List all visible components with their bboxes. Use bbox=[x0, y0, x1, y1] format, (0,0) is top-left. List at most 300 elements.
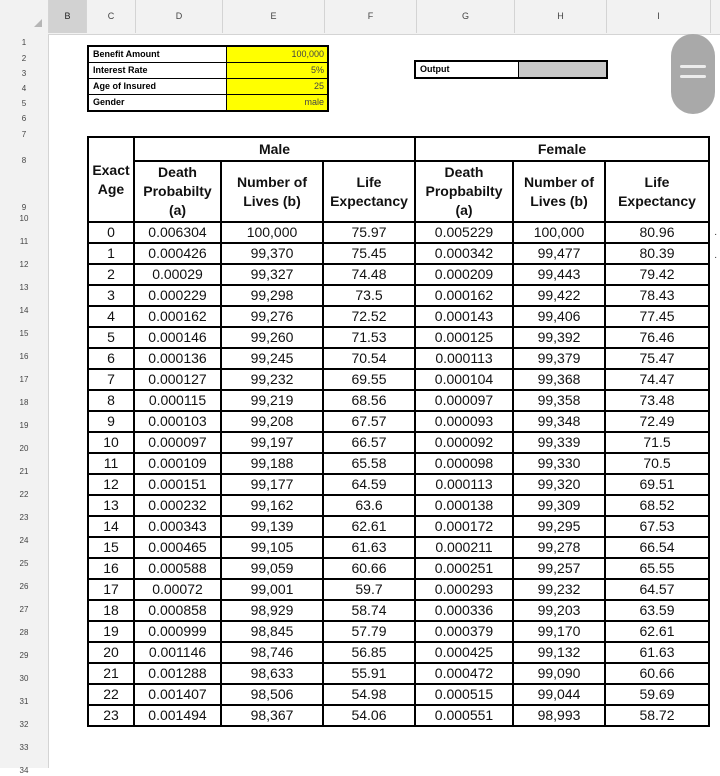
female-life-expectancy-cell[interactable]: 58.72 bbox=[605, 705, 709, 726]
female-number-of-lives-cell[interactable]: 99,044 bbox=[513, 684, 605, 705]
output-block bbox=[414, 60, 608, 79]
row-header[interactable] bbox=[0, 385, 48, 408]
female-life-expectancy-cell[interactable]: 64.57 bbox=[605, 579, 709, 600]
column-header-bar bbox=[0, 0, 720, 35]
overflow-marker: · bbox=[714, 252, 718, 263]
male-death-probability-header: Death Probabilty (a) bbox=[134, 161, 221, 222]
male-death-probability-cell[interactable]: 0.000465 bbox=[134, 537, 221, 558]
female-number-of-lives-cell[interactable]: 99,257 bbox=[513, 558, 605, 579]
row-header[interactable] bbox=[0, 140, 48, 166]
age-cell[interactable]: 23 bbox=[88, 705, 134, 726]
male-death-probability-cell[interactable]: 0.000999 bbox=[134, 621, 221, 642]
age-cell[interactable]: 10 bbox=[88, 432, 134, 453]
row-number: 29 bbox=[19, 651, 29, 660]
column-header-i[interactable]: I bbox=[607, 0, 711, 33]
female-death-probability-cell[interactable]: 0.000138 bbox=[415, 495, 513, 516]
female-death-probability-cell[interactable]: 0.005229 bbox=[415, 222, 513, 243]
male-number-of-lives-cell[interactable]: 100,000 bbox=[221, 222, 323, 243]
female-number-of-lives-cell[interactable]: 99,309 bbox=[513, 495, 605, 516]
female-number-of-lives-cell[interactable]: 99,090 bbox=[513, 663, 605, 684]
row-number: 28 bbox=[19, 628, 29, 637]
male-death-probability-cell[interactable]: 0.00029 bbox=[134, 264, 221, 285]
table-row bbox=[88, 663, 709, 684]
row-number: 31 bbox=[19, 697, 29, 706]
male-life-expectancy-cell[interactable]: 75.45 bbox=[323, 243, 415, 264]
row-number: 7 bbox=[21, 130, 27, 139]
male-number-of-lives-cell[interactable]: 99,162 bbox=[221, 495, 323, 516]
mortality-table bbox=[87, 136, 710, 727]
female-number-of-lives-cell[interactable]: 98,993 bbox=[513, 705, 605, 726]
row-header[interactable] bbox=[0, 166, 48, 213]
male-life-expectancy-cell[interactable]: 70.54 bbox=[323, 348, 415, 369]
male-death-probability-cell[interactable]: 0.000162 bbox=[134, 306, 221, 327]
row-header[interactable] bbox=[0, 638, 48, 661]
female-number-of-lives-cell[interactable]: 99,203 bbox=[513, 600, 605, 621]
row-number: 14 bbox=[19, 306, 29, 315]
female-death-probability-cell[interactable]: 0.000092 bbox=[415, 432, 513, 453]
male-life-expectancy-cell[interactable]: 69.55 bbox=[323, 369, 415, 390]
male-number-of-lives-cell[interactable]: 98,633 bbox=[221, 663, 323, 684]
female-life-expectancy-header: Life Expectancy bbox=[605, 161, 709, 222]
female-death-probability-cell[interactable]: 0.000113 bbox=[415, 348, 513, 369]
male-number-of-lives-cell[interactable]: 99,232 bbox=[221, 369, 323, 390]
row-header[interactable] bbox=[0, 224, 48, 247]
male-life-expectancy-cell[interactable]: 55.91 bbox=[323, 663, 415, 684]
female-life-expectancy-cell[interactable]: 68.52 bbox=[605, 495, 709, 516]
benefit-amount-label: Benefit Amount bbox=[89, 47, 227, 62]
table-row bbox=[88, 621, 709, 642]
female-life-expectancy-cell[interactable]: 70.5 bbox=[605, 453, 709, 474]
male-life-expectancy-cell[interactable]: 58.74 bbox=[323, 600, 415, 621]
male-death-probability-cell[interactable]: 0.000858 bbox=[134, 600, 221, 621]
row-number: 3 bbox=[21, 69, 27, 78]
female-death-probability-header: Death Propbabilty (a) bbox=[415, 161, 513, 222]
male-number-of-lives-cell[interactable]: 99,276 bbox=[221, 306, 323, 327]
female-death-probability-cell[interactable]: 0.000379 bbox=[415, 621, 513, 642]
male-life-expectancy-cell[interactable]: 68.56 bbox=[323, 390, 415, 411]
female-death-probability-cell[interactable]: 0.000098 bbox=[415, 453, 513, 474]
female-death-probability-cell[interactable]: 0.000172 bbox=[415, 516, 513, 537]
row-header[interactable] bbox=[0, 94, 48, 109]
female-number-of-lives-cell[interactable]: 99,443 bbox=[513, 264, 605, 285]
male-number-of-lives-cell[interactable]: 98,746 bbox=[221, 642, 323, 663]
table-row bbox=[88, 453, 709, 474]
output-label: Output bbox=[416, 62, 519, 77]
row-number: 10 bbox=[19, 214, 29, 223]
row-header[interactable] bbox=[0, 293, 48, 316]
select-all-corner[interactable] bbox=[0, 0, 49, 33]
male-number-of-lives-cell[interactable]: 98,845 bbox=[221, 621, 323, 642]
female-life-expectancy-cell[interactable]: 67.53 bbox=[605, 516, 709, 537]
male-life-expectancy-cell[interactable]: 61.63 bbox=[323, 537, 415, 558]
male-death-probability-cell[interactable]: 0.000232 bbox=[134, 495, 221, 516]
female-death-probability-cell[interactable]: 0.000211 bbox=[415, 537, 513, 558]
age-cell[interactable]: 0 bbox=[88, 222, 134, 243]
age-cell[interactable]: 16 bbox=[88, 558, 134, 579]
row-header[interactable] bbox=[0, 661, 48, 684]
female-number-of-lives-cell[interactable]: 99,278 bbox=[513, 537, 605, 558]
male-number-of-lives-cell[interactable]: 99,260 bbox=[221, 327, 323, 348]
male-life-expectancy-cell[interactable]: 54.98 bbox=[323, 684, 415, 705]
female-death-probability-cell[interactable]: 0.000251 bbox=[415, 558, 513, 579]
row-number: 2 bbox=[21, 54, 27, 63]
row-number: 4 bbox=[21, 84, 27, 93]
row-number: 19 bbox=[19, 421, 29, 430]
age-cell[interactable]: 15 bbox=[88, 537, 134, 558]
male-death-probability-cell[interactable]: 0.000136 bbox=[134, 348, 221, 369]
male-life-expectancy-cell[interactable]: 54.06 bbox=[323, 705, 415, 726]
female-life-expectancy-cell[interactable]: 69.51 bbox=[605, 474, 709, 495]
male-number-of-lives-cell[interactable]: 99,188 bbox=[221, 453, 323, 474]
row-header[interactable] bbox=[0, 316, 48, 339]
male-death-probability-cell[interactable]: 0.000229 bbox=[134, 285, 221, 306]
table-row bbox=[88, 432, 709, 453]
male-group-header: Male bbox=[134, 137, 415, 161]
row-header[interactable] bbox=[0, 592, 48, 615]
male-number-of-lives-header: Number of Lives (b) bbox=[221, 161, 323, 222]
age-cell[interactable]: 20 bbox=[88, 642, 134, 663]
age-cell[interactable]: 21 bbox=[88, 663, 134, 684]
female-death-probability-cell[interactable]: 0.000515 bbox=[415, 684, 513, 705]
female-death-probability-cell[interactable]: 0.000093 bbox=[415, 411, 513, 432]
age-cell[interactable]: 14 bbox=[88, 516, 134, 537]
male-life-expectancy-cell[interactable]: 63.6 bbox=[323, 495, 415, 516]
row-header[interactable] bbox=[0, 454, 48, 477]
row-header-bar bbox=[0, 34, 49, 775]
row-header[interactable] bbox=[0, 730, 48, 753]
table-row bbox=[88, 600, 709, 621]
female-number-of-lives-cell[interactable]: 99,320 bbox=[513, 474, 605, 495]
select-all-triangle-icon bbox=[34, 19, 42, 27]
row-header[interactable] bbox=[0, 477, 48, 500]
table-row bbox=[88, 222, 709, 243]
male-death-probability-cell[interactable]: 0.001146 bbox=[134, 642, 221, 663]
interest-rate-input[interactable]: 5% bbox=[227, 63, 327, 78]
male-number-of-lives-cell[interactable]: 99,245 bbox=[221, 348, 323, 369]
male-number-of-lives-cell[interactable]: 98,367 bbox=[221, 705, 323, 726]
row-header[interactable] bbox=[0, 109, 48, 124]
age-cell[interactable]: 13 bbox=[88, 495, 134, 516]
overflow-marker: · bbox=[714, 229, 718, 240]
handle-grip-line-icon bbox=[680, 65, 706, 68]
row-number: 27 bbox=[19, 605, 29, 614]
female-number-of-lives-cell[interactable]: 99,406 bbox=[513, 306, 605, 327]
female-life-expectancy-cell[interactable]: 80.39 bbox=[605, 243, 709, 264]
male-number-of-lives-cell[interactable]: 99,139 bbox=[221, 516, 323, 537]
male-death-probability-cell[interactable]: 0.000097 bbox=[134, 432, 221, 453]
row-number: 21 bbox=[19, 467, 29, 476]
row-header[interactable] bbox=[0, 213, 48, 224]
male-number-of-lives-cell[interactable]: 99,298 bbox=[221, 285, 323, 306]
male-number-of-lives-cell[interactable]: 98,929 bbox=[221, 600, 323, 621]
age-of-insured-row bbox=[89, 79, 327, 95]
output-value-cell[interactable] bbox=[519, 62, 606, 77]
male-number-of-lives-cell[interactable]: 99,219 bbox=[221, 390, 323, 411]
female-death-probability-cell[interactable]: 0.000293 bbox=[415, 579, 513, 600]
female-death-probability-cell[interactable]: 0.000104 bbox=[415, 369, 513, 390]
female-number-of-lives-cell[interactable]: 99,132 bbox=[513, 642, 605, 663]
male-life-expectancy-cell[interactable]: 73.5 bbox=[323, 285, 415, 306]
row-number: 24 bbox=[19, 536, 29, 545]
benefit-amount-input[interactable]: 100,000 bbox=[227, 47, 327, 62]
table-row bbox=[88, 495, 709, 516]
male-life-expectancy-cell[interactable]: 67.57 bbox=[323, 411, 415, 432]
male-life-expectancy-cell[interactable]: 74.48 bbox=[323, 264, 415, 285]
row-number: 8 bbox=[21, 156, 27, 165]
row-header[interactable] bbox=[0, 431, 48, 454]
age-of-insured-input[interactable]: 25 bbox=[227, 79, 327, 94]
row-header[interactable] bbox=[0, 34, 48, 48]
male-number-of-lives-cell[interactable]: 99,105 bbox=[221, 537, 323, 558]
female-number-of-lives-cell[interactable]: 99,330 bbox=[513, 453, 605, 474]
female-life-expectancy-cell[interactable]: 62.61 bbox=[605, 621, 709, 642]
age-cell[interactable]: 3 bbox=[88, 285, 134, 306]
male-death-probability-cell[interactable]: 0.000151 bbox=[134, 474, 221, 495]
female-life-expectancy-cell[interactable]: 79.42 bbox=[605, 264, 709, 285]
table-row bbox=[88, 306, 709, 327]
row-number: 30 bbox=[19, 674, 29, 683]
floating-scroll-handle[interactable] bbox=[671, 34, 715, 114]
male-death-probability-cell[interactable]: 0.000115 bbox=[134, 390, 221, 411]
age-cell[interactable]: 12 bbox=[88, 474, 134, 495]
row-number: 11 bbox=[19, 237, 29, 246]
female-life-expectancy-cell[interactable]: 75.47 bbox=[605, 348, 709, 369]
age-cell[interactable]: 22 bbox=[88, 684, 134, 705]
gender-row bbox=[89, 95, 327, 110]
table-row bbox=[88, 243, 709, 264]
gender-input[interactable]: male bbox=[227, 95, 327, 110]
row-number: 33 bbox=[19, 743, 29, 752]
age-cell[interactable]: 8 bbox=[88, 390, 134, 411]
row-header[interactable] bbox=[0, 500, 48, 523]
female-life-expectancy-cell[interactable]: 77.45 bbox=[605, 306, 709, 327]
age-cell[interactable]: 7 bbox=[88, 369, 134, 390]
table-row bbox=[88, 348, 709, 369]
age-cell[interactable]: 19 bbox=[88, 621, 134, 642]
table-row bbox=[88, 558, 709, 579]
female-number-of-lives-cell[interactable]: 99,339 bbox=[513, 432, 605, 453]
male-number-of-lives-cell[interactable]: 99,001 bbox=[221, 579, 323, 600]
female-life-expectancy-cell[interactable]: 78.43 bbox=[605, 285, 709, 306]
female-death-probability-cell[interactable]: 0.000472 bbox=[415, 663, 513, 684]
female-life-expectancy-cell[interactable]: 71.5 bbox=[605, 432, 709, 453]
male-death-probability-cell[interactable]: 0.001407 bbox=[134, 684, 221, 705]
female-life-expectancy-cell[interactable]: 80.96 bbox=[605, 222, 709, 243]
female-number-of-lives-cell[interactable]: 99,379 bbox=[513, 348, 605, 369]
row-header[interactable] bbox=[0, 270, 48, 293]
age-cell[interactable]: 1 bbox=[88, 243, 134, 264]
column-header-e[interactable]: E bbox=[223, 0, 325, 33]
column-header-d[interactable]: D bbox=[136, 0, 223, 33]
female-death-probability-cell[interactable]: 0.000336 bbox=[415, 600, 513, 621]
age-cell[interactable]: 18 bbox=[88, 600, 134, 621]
column-header-b[interactable]: B bbox=[49, 0, 87, 33]
gender-label: Gender bbox=[89, 95, 227, 110]
handle-grip-line-icon bbox=[680, 75, 706, 78]
male-death-probability-cell[interactable]: 0.006304 bbox=[134, 222, 221, 243]
row-number: 16 bbox=[19, 352, 29, 361]
male-life-expectancy-cell[interactable]: 72.52 bbox=[323, 306, 415, 327]
female-life-expectancy-cell[interactable]: 76.46 bbox=[605, 327, 709, 348]
table-row bbox=[88, 411, 709, 432]
male-number-of-lives-cell[interactable]: 99,059 bbox=[221, 558, 323, 579]
female-life-expectancy-cell[interactable]: 65.55 bbox=[605, 558, 709, 579]
male-number-of-lives-cell[interactable]: 98,506 bbox=[221, 684, 323, 705]
row-number: 34 bbox=[19, 766, 29, 775]
male-death-probability-cell[interactable]: 0.000343 bbox=[134, 516, 221, 537]
row-number: 26 bbox=[19, 582, 29, 591]
row-number: 22 bbox=[19, 490, 29, 499]
column-header-c[interactable]: C bbox=[87, 0, 136, 33]
age-of-insured-label: Age of Insured bbox=[89, 79, 227, 94]
row-header[interactable] bbox=[0, 79, 48, 94]
male-death-probability-cell[interactable]: 0.000109 bbox=[134, 453, 221, 474]
row-header[interactable] bbox=[0, 684, 48, 707]
row-header[interactable] bbox=[0, 408, 48, 431]
female-number-of-lives-cell[interactable]: 99,295 bbox=[513, 516, 605, 537]
row-number: 12 bbox=[19, 260, 29, 269]
row-header[interactable] bbox=[0, 362, 48, 385]
male-death-probability-cell[interactable]: 0.000426 bbox=[134, 243, 221, 264]
row-number: 23 bbox=[19, 513, 29, 522]
male-life-expectancy-cell[interactable]: 56.85 bbox=[323, 642, 415, 663]
female-life-expectancy-cell[interactable]: 66.54 bbox=[605, 537, 709, 558]
row-header[interactable] bbox=[0, 124, 48, 140]
female-life-expectancy-cell[interactable]: 61.63 bbox=[605, 642, 709, 663]
female-number-of-lives-cell[interactable]: 99,392 bbox=[513, 327, 605, 348]
age-cell[interactable]: 9 bbox=[88, 411, 134, 432]
row-number: 13 bbox=[19, 283, 29, 292]
male-life-expectancy-cell[interactable]: 59.7 bbox=[323, 579, 415, 600]
row-header[interactable] bbox=[0, 64, 48, 79]
age-cell[interactable]: 17 bbox=[88, 579, 134, 600]
female-number-of-lives-cell[interactable]: 100,000 bbox=[513, 222, 605, 243]
male-life-expectancy-cell[interactable]: 57.79 bbox=[323, 621, 415, 642]
female-number-of-lives-cell[interactable]: 99,477 bbox=[513, 243, 605, 264]
row-header[interactable] bbox=[0, 569, 48, 592]
row-header[interactable] bbox=[0, 707, 48, 730]
female-death-probability-cell[interactable]: 0.000209 bbox=[415, 264, 513, 285]
table-row bbox=[88, 264, 709, 285]
female-death-probability-cell[interactable]: 0.000162 bbox=[415, 285, 513, 306]
table-row bbox=[88, 642, 709, 663]
row-number: 1 bbox=[21, 38, 27, 47]
female-death-probability-cell[interactable]: 0.000425 bbox=[415, 642, 513, 663]
table-row bbox=[88, 579, 709, 600]
male-number-of-lives-cell[interactable]: 99,208 bbox=[221, 411, 323, 432]
row-header[interactable] bbox=[0, 753, 48, 776]
row-number: 18 bbox=[19, 398, 29, 407]
male-number-of-lives-cell[interactable]: 99,177 bbox=[221, 474, 323, 495]
male-life-expectancy-cell[interactable]: 60.66 bbox=[323, 558, 415, 579]
table-row bbox=[88, 474, 709, 495]
female-number-of-lives-cell[interactable]: 99,422 bbox=[513, 285, 605, 306]
row-header[interactable] bbox=[0, 339, 48, 362]
male-number-of-lives-cell[interactable]: 99,197 bbox=[221, 432, 323, 453]
table-row bbox=[88, 285, 709, 306]
interest-rate-label: Interest Rate bbox=[89, 63, 227, 78]
male-number-of-lives-cell[interactable]: 99,327 bbox=[221, 264, 323, 285]
female-death-probability-cell[interactable]: 0.000125 bbox=[415, 327, 513, 348]
female-death-probability-cell[interactable]: 0.000097 bbox=[415, 390, 513, 411]
male-death-probability-cell[interactable]: 0.000127 bbox=[134, 369, 221, 390]
column-header-g[interactable]: G bbox=[417, 0, 515, 33]
male-life-expectancy-cell[interactable]: 75.97 bbox=[323, 222, 415, 243]
female-death-probability-cell[interactable]: 0.000342 bbox=[415, 243, 513, 264]
male-life-expectancy-cell[interactable]: 62.61 bbox=[323, 516, 415, 537]
row-header[interactable] bbox=[0, 247, 48, 270]
male-life-expectancy-cell[interactable]: 65.58 bbox=[323, 453, 415, 474]
female-life-expectancy-cell[interactable]: 73.48 bbox=[605, 390, 709, 411]
female-life-expectancy-cell[interactable]: 60.66 bbox=[605, 663, 709, 684]
female-number-of-lives-cell[interactable]: 99,368 bbox=[513, 369, 605, 390]
row-number: 17 bbox=[19, 375, 29, 384]
female-number-of-lives-cell[interactable]: 99,358 bbox=[513, 390, 605, 411]
row-header[interactable] bbox=[0, 48, 48, 64]
column-header-f[interactable]: F bbox=[325, 0, 417, 33]
row-number: 32 bbox=[19, 720, 29, 729]
row-number: 5 bbox=[21, 99, 27, 108]
female-number-of-lives-cell[interactable]: 99,348 bbox=[513, 411, 605, 432]
row-number: 25 bbox=[19, 559, 29, 568]
row-header[interactable] bbox=[0, 546, 48, 569]
female-death-probability-cell[interactable]: 0.000551 bbox=[415, 705, 513, 726]
table-row bbox=[88, 390, 709, 411]
table-row bbox=[88, 327, 709, 348]
female-number-of-lives-cell[interactable]: 99,232 bbox=[513, 579, 605, 600]
male-death-probability-cell[interactable]: 0.000588 bbox=[134, 558, 221, 579]
age-cell[interactable]: 5 bbox=[88, 327, 134, 348]
female-life-expectancy-cell[interactable]: 74.47 bbox=[605, 369, 709, 390]
age-cell[interactable]: 2 bbox=[88, 264, 134, 285]
row-number: 20 bbox=[19, 444, 29, 453]
female-number-of-lives-cell[interactable]: 99,170 bbox=[513, 621, 605, 642]
table-row bbox=[88, 684, 709, 705]
table-row bbox=[88, 537, 709, 558]
age-cell[interactable]: 6 bbox=[88, 348, 134, 369]
table-row bbox=[88, 369, 709, 390]
male-death-probability-cell[interactable]: 0.000103 bbox=[134, 411, 221, 432]
male-life-expectancy-cell[interactable]: 66.57 bbox=[323, 432, 415, 453]
male-death-probability-cell[interactable]: 0.001288 bbox=[134, 663, 221, 684]
male-death-probability-cell[interactable]: 0.001494 bbox=[134, 705, 221, 726]
age-cell[interactable]: 4 bbox=[88, 306, 134, 327]
male-life-expectancy-header: Life Expectancy bbox=[323, 161, 415, 222]
benefit-amount-row bbox=[89, 47, 327, 63]
male-life-expectancy-cell[interactable]: 71.53 bbox=[323, 327, 415, 348]
female-number-of-lives-header: Number of Lives (b) bbox=[513, 161, 605, 222]
female-life-expectancy-cell[interactable]: 63.59 bbox=[605, 600, 709, 621]
table-row bbox=[88, 516, 709, 537]
age-cell[interactable]: 11 bbox=[88, 453, 134, 474]
male-death-probability-cell[interactable]: 0.000146 bbox=[134, 327, 221, 348]
mortality-table-body bbox=[88, 222, 709, 726]
male-death-probability-cell[interactable]: 0.00072 bbox=[134, 579, 221, 600]
female-life-expectancy-cell[interactable]: 72.49 bbox=[605, 411, 709, 432]
row-number: 9 bbox=[21, 203, 27, 212]
male-number-of-lives-cell[interactable]: 99,370 bbox=[221, 243, 323, 264]
interest-rate-row bbox=[89, 63, 327, 79]
female-life-expectancy-cell[interactable]: 59.69 bbox=[605, 684, 709, 705]
row-header[interactable] bbox=[0, 523, 48, 546]
exact-age-header: Exact Age bbox=[88, 137, 134, 222]
table-row bbox=[88, 705, 709, 726]
column-header-h[interactable]: H bbox=[515, 0, 607, 33]
male-life-expectancy-cell[interactable]: 64.59 bbox=[323, 474, 415, 495]
female-death-probability-cell[interactable]: 0.000113 bbox=[415, 474, 513, 495]
row-header[interactable] bbox=[0, 615, 48, 638]
female-death-probability-cell[interactable]: 0.000143 bbox=[415, 306, 513, 327]
